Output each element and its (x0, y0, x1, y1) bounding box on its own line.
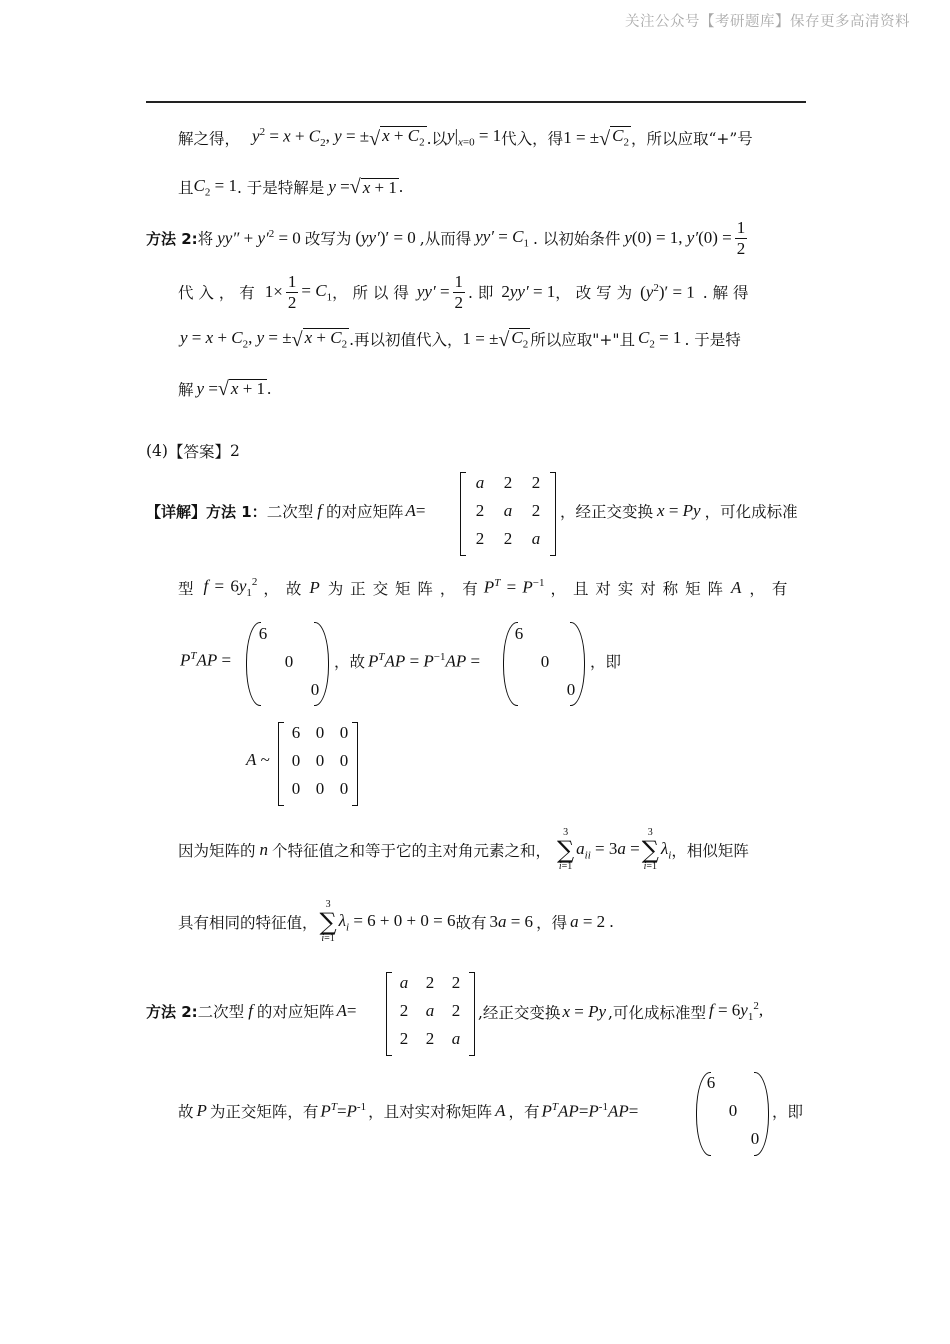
matrix-similar: 6 0 0 0 0 0 0 0 0 (291, 723, 349, 798)
detail-label: 【详解】 (146, 502, 207, 521)
line-ptap-2: ，故 $P^TAP = P^{-1}AP$ = (334, 650, 481, 671)
line-method2-c: $y = x + C_2$, y = ± √ $x + C_2$ .再以初值代入， 1 = ± √ $C_2$ 所以应取"+"且 $C_2 = 1$ . 于是特 (180, 328, 741, 352)
line-eigen-1: 因为矩阵的 n 个特征值之和等于它的主对角元素之和， 3 ∑ i=1 $a_{ii} = 3a$ = 3 ∑ i=1 $\lambda_i$ ，相似矩阵 (178, 827, 749, 872)
line-similar: A ~ (246, 750, 270, 769)
line-method2-4c: 故 P 为正交矩阵，有 $P^T=P^{-1}$ ，且对实对称矩阵 A ，有 $P^TAP=P^{-1}AP=$ (178, 1100, 639, 1121)
matrix-diag-3: 6 0 0 (706, 1073, 760, 1148)
line-method2-a: 方法 2: 将 $yy'' + y'^2 = 0$ 改写为 (yy′)′ = 0 ,从而得 $yy' = C_1$ . 以初始条件 y(0) = 1, y′(0) = $\frac{1}{2}$ (146, 218, 746, 258)
line-method2-d: 解 y = √ x + 1 . (178, 378, 272, 400)
answer-value: 2 (229, 442, 240, 460)
matrix-A-2: a 2 2 2 a 2 2 2 a (399, 973, 461, 1048)
answer-label: 【答案】 (167, 443, 230, 461)
line-ptap: $P^TAP$ = (180, 650, 232, 670)
matrix-diag-1: 6 0 0 (258, 624, 320, 699)
answer-number: (4) (146, 442, 168, 460)
line-detail-2: 型 $f = 6y_1^2$ ， 故 P 为 正 交 矩 阵 ， 有 $P^T = P^{-1}$ ， 且 对 实 对 称 矩 阵 A ， 有 (178, 576, 788, 600)
page-header-watermark: 关注公众号【考研题库】保存更多高清资料 (625, 14, 910, 30)
line-eigen-2: 具有相同的特征值， 3 ∑ i=1 $\lambda_i = 6 + 0 + 0 = 6$ 故有 3a = 6 ，得 a = 2 . (178, 899, 614, 944)
matrix-diag-2: 6 0 0 (514, 624, 576, 699)
line-detail-1: 【详解】 方法 1： 二次型 f 的对应矩阵 A = (146, 501, 426, 521)
header-rule (146, 101, 806, 103)
method1-label: 方法 1： (206, 502, 267, 521)
line-method2-4a: 方法 2: 二次型 f 的对应矩阵 A = (146, 1001, 357, 1021)
line-detail-1b: ，经正交变换 x = Py ，可化成标准 (560, 501, 798, 521)
answer-line (146, 440, 240, 462)
matrix-A-1: a 2 2 2 a 2 2 2 a (475, 473, 541, 548)
line-solution-2: 且 $C_2 = 1$ . 于是特解是 y = √ x + 1 . (178, 176, 404, 199)
line-ji3: ，即 (772, 1103, 804, 1121)
text-jie-zhi-de: 解之得， (178, 129, 241, 148)
line-method2-b: 代 入 ， 有 1× $\frac{1}{2}$ = $C_1$ ， 所 以 得 yy′ = $\frac{1}{2}$ . 即 2yy′ = 1 ， 改 写 为 $(y^2)' = 1$ . 解 得 (178, 272, 749, 312)
line-method2-4b: ,经正交变换 x = Py ,可化成标准型 $f = 6y_1^2$, (478, 1000, 764, 1024)
line-solution-1: 解之得， $y^2 = x + C_2$, y = ± √ $x + C_2$ .以 $y|_{x=0} = 1$ 代入，得 1 = ± √ $C_2$ ，所以应取“+”号 (178, 126, 753, 150)
method2-label: 方法 2: (146, 229, 198, 248)
line-ji: ，即 (590, 653, 622, 671)
